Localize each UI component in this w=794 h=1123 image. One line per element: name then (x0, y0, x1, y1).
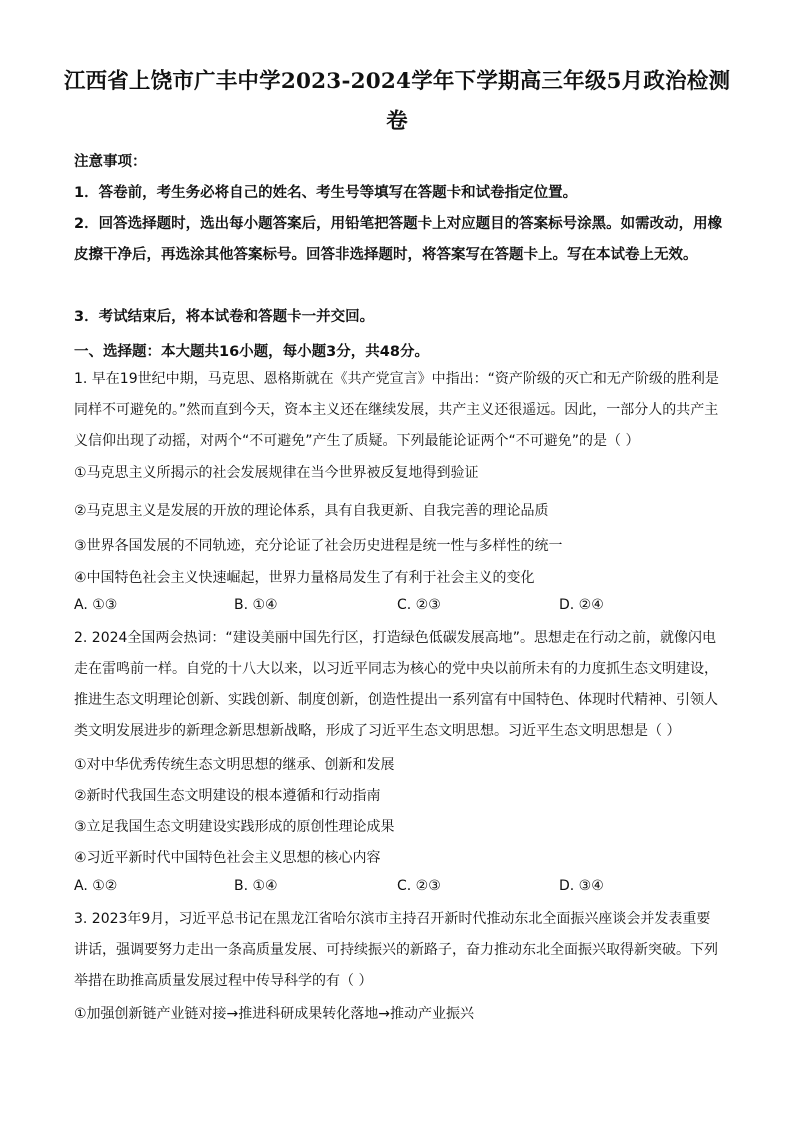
question-2-item-3: ③立足我国生态文明建设实践形成的原创性理论成果 (74, 819, 395, 835)
question-1-item-2: ②马克思主义是发展的开放的理论体系，具有自我更新、自我完善的理论品质 (74, 503, 549, 519)
option-d[interactable]: D. ③④ (559, 878, 604, 894)
question-1-item-1: ①马克思主义所揭示的社会发展规律在当今世界被反复地得到验证 (74, 465, 479, 481)
option-b[interactable]: B. ①④ (234, 597, 278, 613)
question-3-item-1: ①加强创新链产业链对接→推进科研成果转化落地→推动产业振兴 (74, 1006, 475, 1022)
question-1-item-4: ④中国特色社会主义快速崛起，世界力量格局发生了有利于社会主义的变化 (74, 570, 535, 586)
question-1-stem: 1. 早在19世纪中期，马克思、恩格斯就在《共产党宣言》中指出：“资产阶级的灭亡和无产阶级的胜利是同样不可避免的。”然而直到今天，资本主义还在继续发展，共产主义还很遥远。因此，一部分人的共产主义信仰出现了动摇，对两个“不可避免”产生了质疑。下列最能论证两个“不可避免”的是（ ） (74, 371, 719, 449)
option-c[interactable]: C. ②③ (397, 878, 441, 894)
question-1-item-3: ③世界各国发展的不同轨迹，充分论证了社会历史进程是统一性与多样性的统一 (74, 538, 563, 554)
question-2-item-4: ④习近平新时代中国特色社会主义思想的核心内容 (74, 850, 381, 866)
notice-heading: 注意事项： (74, 154, 147, 170)
notice-1: 1．答卷前，考生务必将自己的姓名、考生号等填写在答题卡和试卷指定位置。 (74, 185, 578, 201)
section-heading: 一、选择题：本大题共16小题，每小题3分，共48分。 (74, 344, 429, 360)
question-3-stem: 3. 2023年9月，习近平总书记在黑龙江省哈尔滨市主持召开新时代推动东北全面振兴座谈会并发表重要讲话，强调要努力走出一条高质量发展、可持续振兴的新路子，奋力推动东北全面振兴取得新突破。下列举措在助推高质量发展过程中传导科学的有（ ） (74, 911, 718, 989)
notice-2: 2．回答选择题时，选出每小题答案后，用铅笔把答题卡上对应题目的答案标号涂黑。如需改动，用橡皮擦干净后，再选涂其他答案标号。回答非选择题时，将答案写在答题卡上。写在本试卷上无效。 (74, 216, 723, 263)
option-b[interactable]: B. ①④ (234, 878, 278, 894)
option-d[interactable]: D. ②④ (559, 597, 604, 613)
notice-3: 3．考试结束后，将本试卷和答题卡一并交回。 (74, 309, 375, 325)
question-2-item-1: ①对中华优秀传统生态文明思想的继承、创新和发展 (74, 757, 395, 773)
page-title: 江西省上饶市广丰中学2023-2024学年下学期高三年级5月政治检测卷 (63, 69, 731, 134)
option-c[interactable]: C. ②③ (397, 597, 441, 613)
question-2-stem: 2. 2024全国两会热词：“建设美丽中国先行区，打造绿色低碳发展高地”。思想走在行动之前，就像闪电走在雷鸣前一样。自党的十八大以来，以习近平同志为核心的党中央以前所未有的力度抓生态文明建设，推进生态文明理论创新、实践创新、制度创新，创造性提出一系列富有中国特色、体现时代精神、引领人类文明发展进步的新理念新思想新战略，形成了习近平生态文明思想。习近平生态文明思想是（ ） (74, 630, 718, 739)
option-a[interactable]: A. ①② (74, 878, 118, 894)
option-a[interactable]: A. ①③ (74, 597, 118, 613)
question-2-item-2: ②新时代我国生态文明建设的根本遵循和行动指南 (74, 788, 381, 804)
